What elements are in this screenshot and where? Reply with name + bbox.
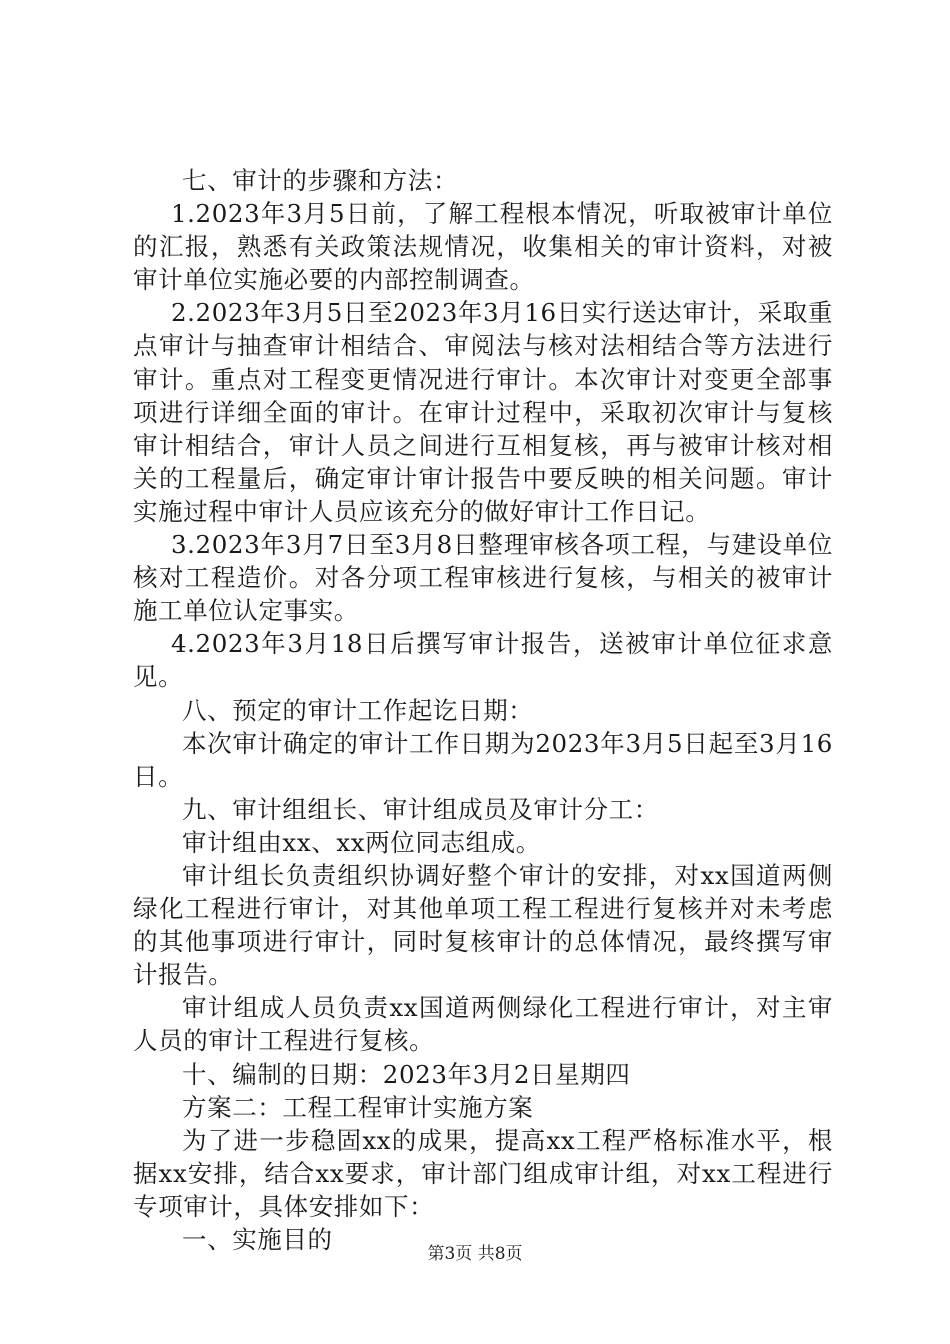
section-heading-10: 十、编制的日期：2023年3月2日星期四 — [182, 1059, 631, 1089]
section-heading-9: 九、审计组组长、审计组成员及审计分工： — [182, 794, 659, 824]
team-composition-paragraph: 审计组由xx、xx两位同志组成。 — [182, 827, 541, 857]
plan-two-intro-paragraph: 为了进一步稳固xx的成果，提高xx工程严格标准水平，根据xx安排，结合xx要求，审计部门组成审计组，对xx工程进行专项审计，具体安排如下： — [133, 1125, 833, 1221]
document-body — [133, 164, 833, 1256]
team-leader-duties-paragraph: 审计组长负责组织协调好整个审计的安排，对xx国道两侧绿化工程进行审计，对其他单项工程工程进行复核并对未考虑的其他事项进行审计，同时复核审计的总体情况，最终撰写审计报告。 — [133, 860, 833, 990]
step-3-paragraph: 3.2023年3月7日至3月8日整理审核各项工程，与建设单位核对工程造价。对各分项工程审核进行复核，与相关的被审计施工单位认定事实。 — [133, 530, 833, 626]
page-number-footer: 第3页 共8页 — [427, 1244, 523, 1264]
audit-period-paragraph: 本次审计确定的审计工作日期为2023年3月5日起至3月16日。 — [133, 728, 833, 791]
team-member-duties-paragraph: 审计组成人员负责xx国道两侧绿化工程进行审计，对主审人员的审计工程进行复核。 — [133, 993, 833, 1056]
section-heading-8: 八、预定的审计工作起讫日期： — [182, 695, 534, 725]
section-heading-7: 七、审计的步骤和方法： — [182, 166, 459, 195]
plan-two-title: 方案二：工程工程审计实施方案 — [182, 1092, 534, 1122]
step-2-paragraph: 2.2023年3月5日至2023年3月16日实行送达审计，采取重点审计与抽查审计相结合、审阅法与核对法相结合等方法进行审计。重点对工程变更情况进行审计。本次审计对变更全部事项进行详细全面的审计。在审计过程中，采取初次审计与复核审计相结合，审计人员之间进行互相复核，再与被审计核对相关的工程量后，确定审计审计报告中要反映的相关问题。审计实施过程中审计人员应该充分的做好审计工作日记。 — [133, 298, 833, 526]
step-4-paragraph: 4.2023年3月18日后撰写审计报告，送被审计单位征求意见。 — [133, 629, 833, 692]
step-1-paragraph: 1.2023年3月5日前，了解工程根本情况，听取被审计单位的汇报，熟悉有关政策法规情况，收集相关的审计资料，对被审计单位实施必要的内部控制调查。 — [133, 199, 833, 295]
section-heading-purpose: 一、实施目的 — [182, 1225, 333, 1254]
